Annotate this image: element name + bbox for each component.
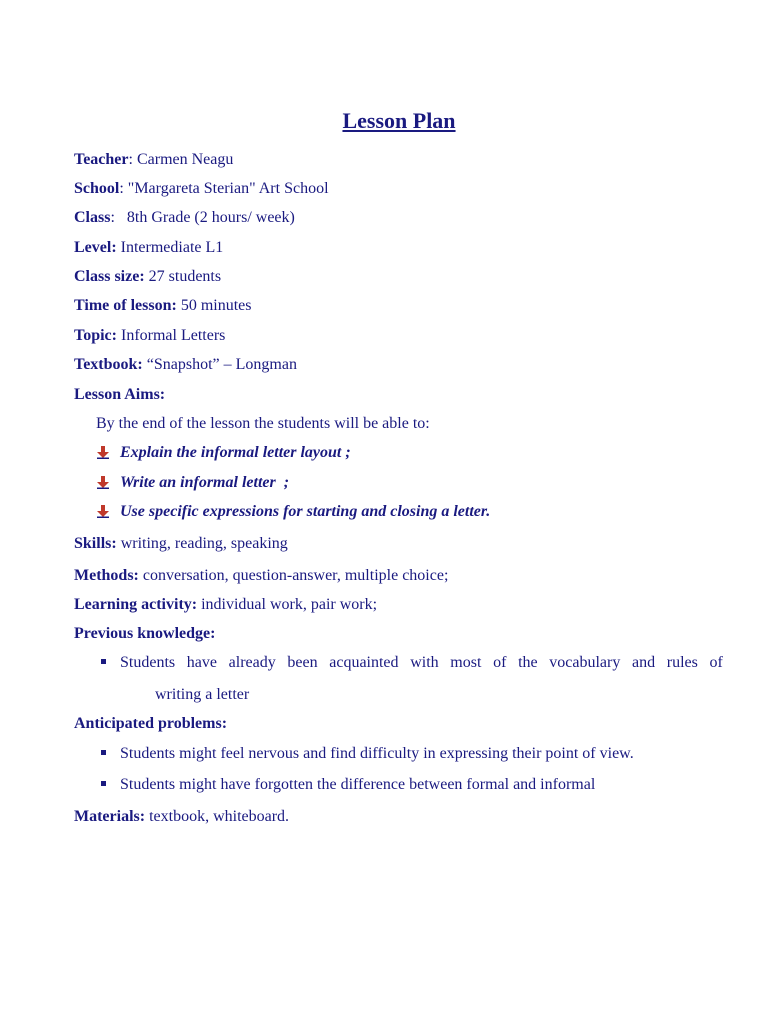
aim-text: Write an informal letter ; [120, 474, 290, 491]
justified-line [101, 653, 723, 673]
word: and [632, 654, 656, 671]
time-value: 50 minutes [176, 297, 252, 314]
learning-activity-value: individual work, pair work; [197, 596, 378, 613]
aim-text: Explain the informal letter layout ; [120, 444, 351, 461]
level-label: Level: [74, 239, 117, 256]
topic-value: Informal Letters [116, 327, 226, 344]
word: with [410, 654, 439, 671]
word: been [287, 654, 318, 671]
page-title: Lesson Plan [342, 108, 456, 133]
problem-item [101, 744, 634, 764]
learning-activity-label: Learning activity: [74, 596, 198, 613]
time-label: Time of lesson: [74, 297, 177, 314]
lesson-aims-intro: By the end of the lesson the students will be able to: [96, 415, 430, 432]
square-bullet-icon [101, 750, 106, 755]
anticipated-problems-label-row [74, 714, 227, 734]
teacher-label: Teacher [74, 151, 129, 168]
word: rules [666, 654, 698, 671]
anticipated-problems-label: Anticipated problems: [74, 715, 228, 732]
class-size-label: Class size: [74, 268, 145, 285]
word: most [450, 654, 482, 671]
skills-value: writing, reading, speaking [116, 535, 288, 552]
methods-row [74, 566, 448, 586]
skills-row [74, 534, 288, 554]
class-label: Class [74, 209, 111, 226]
aim-item [97, 443, 351, 463]
topic-row [74, 326, 225, 346]
square-bullet-icon [101, 781, 106, 786]
arrow-down-icon [97, 475, 109, 489]
problem-text: Students might feel nervous and find difficulty in expressing their point of view. [120, 745, 634, 762]
class-row [74, 208, 295, 228]
word: already [228, 654, 276, 671]
word: of [493, 654, 507, 671]
word: vocabulary [549, 654, 621, 671]
school-row [74, 179, 329, 199]
skills-label: Skills: [74, 535, 117, 552]
methods-label: Methods: [74, 567, 139, 584]
school-label: School [74, 180, 120, 197]
previous-knowledge-label-row [74, 624, 215, 644]
problem-text: Students might have forgotten the difference between formal and informal [120, 776, 596, 793]
topic-label: Topic: [74, 327, 117, 344]
arrow-down-icon [97, 445, 109, 459]
word: of [709, 654, 723, 671]
level-value: Intermediate L1 [116, 239, 224, 256]
aim-text: Use specific expressions for starting and closing a letter. [120, 503, 491, 520]
time-row [74, 296, 251, 316]
class-size-value: 27 students [144, 268, 222, 285]
materials-row [74, 807, 289, 827]
previous-knowledge-item [101, 653, 723, 673]
materials-label: Materials: [74, 808, 146, 825]
problem-item [101, 775, 595, 795]
aim-item [97, 473, 289, 493]
lesson-aims-label-row [74, 385, 165, 405]
aim-item [97, 502, 490, 522]
word: have [186, 654, 217, 671]
textbook-label: Textbook: [74, 356, 143, 373]
textbook-row [74, 355, 297, 375]
methods-value: conversation, question-answer, multiple choice; [138, 567, 449, 584]
class-size-row [74, 267, 221, 287]
school-value: : "Margareta Sterian" Art School [119, 180, 329, 197]
textbook-value: “Snapshot” – Longman [142, 356, 297, 373]
previous-knowledge-continuation: writing a letter [155, 686, 250, 703]
word: Students [120, 654, 176, 671]
word: the [518, 654, 538, 671]
materials-value: textbook, whiteboard. [145, 808, 290, 825]
arrow-down-icon [97, 504, 109, 518]
bullet-word-group [101, 653, 175, 673]
teacher-row [74, 150, 233, 170]
word: acquainted [329, 654, 399, 671]
square-bullet-icon [101, 659, 106, 664]
level-row [74, 238, 223, 258]
class-value: : 8th Grade (2 hours/ week) [110, 209, 295, 226]
learning-activity-row [74, 595, 377, 615]
lesson-aims-label: Lesson Aims: [74, 386, 166, 403]
teacher-value: : Carmen Neagu [128, 151, 234, 168]
previous-knowledge-label: Previous knowledge: [74, 625, 216, 642]
